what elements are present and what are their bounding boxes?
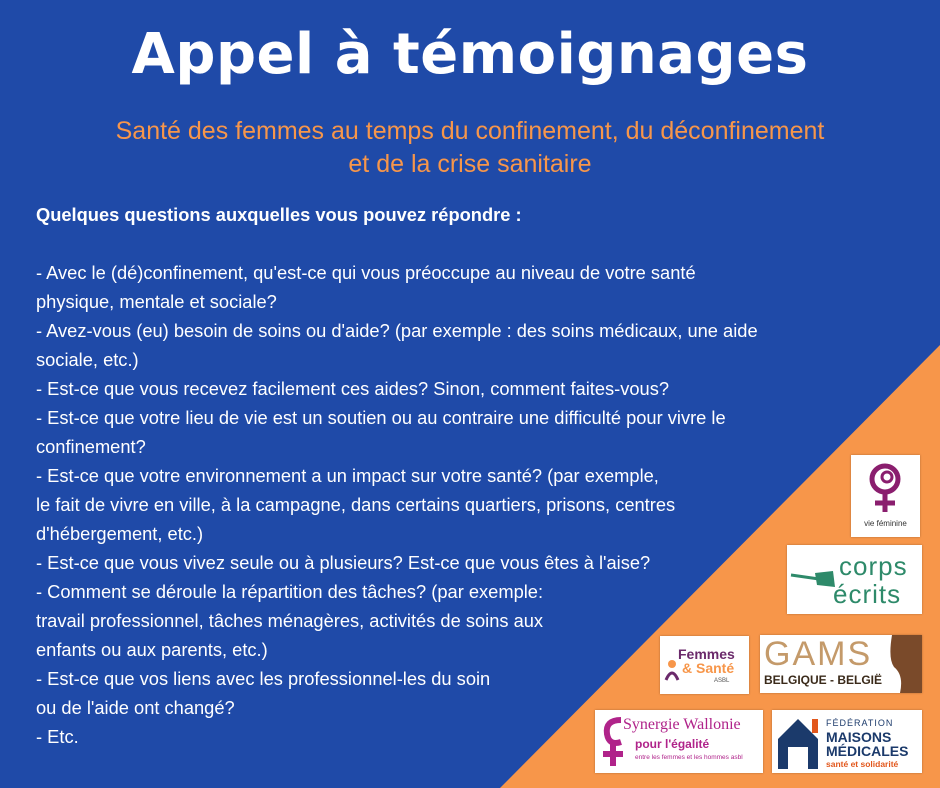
question-line: enfants ou aux parents, etc.) [36, 639, 268, 660]
question-line: travail professionnel, tâches ménagères, activités de soins aux [36, 610, 544, 631]
synergie-title: Synergie Wallonie [623, 716, 741, 733]
venus-symbol-icon [851, 457, 920, 517]
question-line: - Est-ce que votre environnement a un impact sur votre santé? (par exemple, [36, 465, 659, 486]
face-profile-icon [882, 635, 922, 693]
question-line: confinement? [36, 436, 146, 457]
maisons-label: MAISONS [826, 729, 892, 745]
question-line: - Est-ce que votre lieu de vie est un soutien ou au contraire une difficulté pour vivre le [36, 407, 726, 428]
question-line: sociale, etc.) [36, 349, 139, 370]
question-line: - Est-ce que vos liens avec les professionnel-les du soin [36, 668, 491, 689]
page-title: Appel à témoignages [131, 22, 809, 87]
ecrits-label: écrits [833, 579, 902, 609]
corps-ecrits-logo [787, 545, 922, 614]
question-line: - Etc. [36, 726, 79, 747]
question-line: ou de l'aide ont changé? [36, 697, 235, 718]
question-line: - Est-ce que vous recevez facilement ces aides? Sinon, comment faites-vous? [36, 378, 670, 399]
question-line: le fait de vivre en ville, à la campagne, dans certains quartiers, prisons, centres [36, 494, 676, 515]
subtitle-line: Santé des femmes au temps du confinement, du déconfinement [115, 117, 825, 145]
gams-country-label: BELGIQUE - BELGIË [764, 673, 883, 687]
federation-label: FÉDÉRATION [826, 718, 894, 728]
corps-label: corps [839, 551, 908, 581]
asbl-label: ASBL [714, 678, 730, 684]
synergie-wallonie-logo [595, 710, 763, 773]
question-line: - Est-ce que vous vivez seule ou à plusieurs? Est-ce que vous êtes à l'aise? [36, 552, 651, 573]
femmes-sante-logo [660, 636, 749, 694]
vie-feminine-logo [851, 455, 920, 537]
subtitle [30, 115, 910, 181]
sante-label: & Santé [682, 660, 735, 676]
gams-logo [760, 635, 922, 693]
questions-heading: Quelques questions auxquelles vous pouvez répondre : [36, 204, 522, 225]
vie-feminine-label: vie féminine [864, 519, 907, 528]
question-line: - Comment se déroule la répartition des tâches? (par exemple: [36, 581, 544, 602]
femmes-label: Femmes [678, 646, 735, 662]
broom-icon [789, 563, 839, 603]
maisons-medicales-logo [772, 710, 922, 773]
question-line: d'hébergement, etc.) [36, 523, 204, 544]
medicales-label: MÉDICALES [826, 743, 909, 759]
subtitle-line: et de la crise sanitaire [348, 150, 592, 178]
figure-icon [662, 658, 682, 682]
house-icon [774, 713, 824, 771]
question-line: - Avez-vous (eu) besoin de soins ou d'aide? (par exemple : des soins médicaux, une aide [36, 320, 758, 341]
synergie-small: entre les femmes et les hommes asbl [635, 754, 743, 761]
question-line: - Avec le (dé)confinement, qu'est-ce qui vous préoccupe au niveau de votre santé [36, 262, 696, 283]
synergie-sub: pour l'égalité [635, 737, 710, 751]
gams-label: GAMS [764, 635, 873, 673]
tagline-label: santé et solidarité [826, 759, 899, 769]
question-line: physique, mentale et sociale? [36, 291, 277, 312]
